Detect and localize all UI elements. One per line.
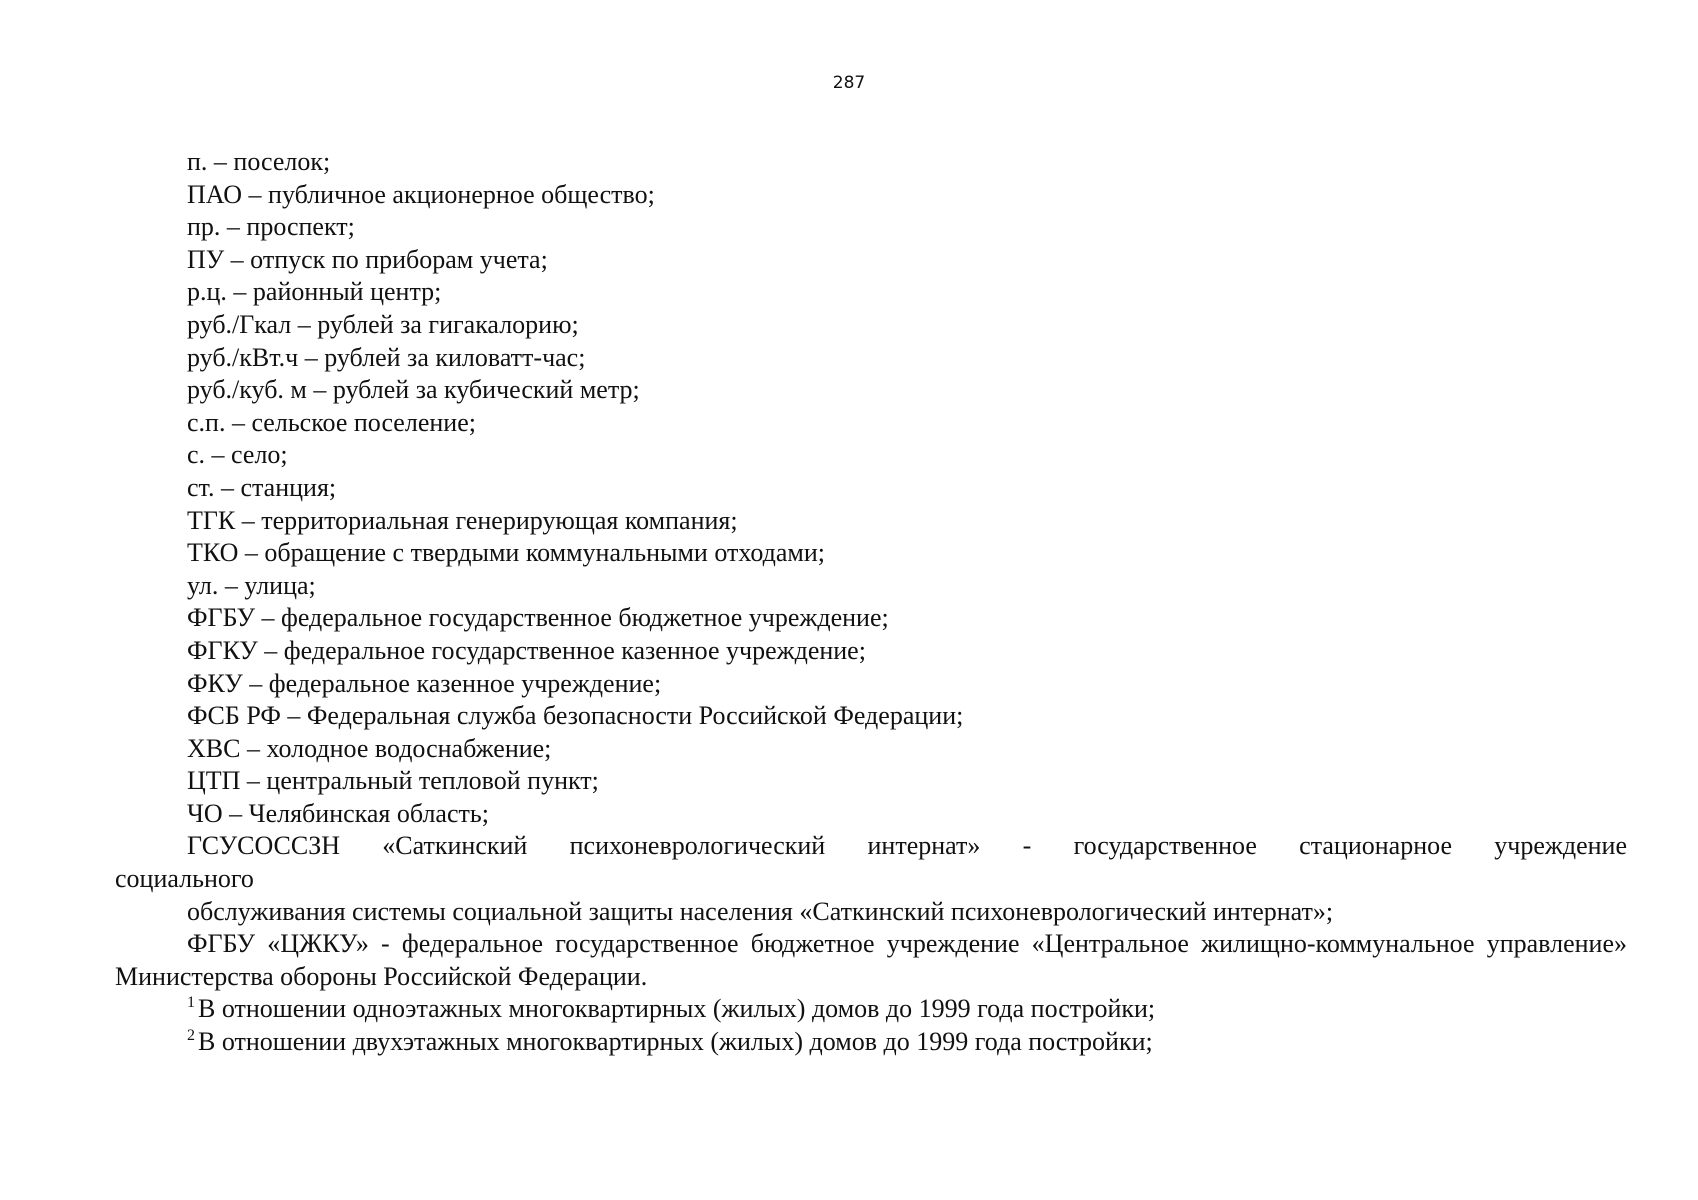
abbreviation-item: ЦТП – центральный тепловой пункт; xyxy=(187,766,599,796)
page-number: 287 xyxy=(832,73,866,93)
abbreviation-item: руб./Гкал – рублей за гигакалорию; xyxy=(187,309,579,339)
abbreviation-item: ФГБУ – федеральное государственное бюджетное учреждение; xyxy=(187,603,889,633)
fgbu-zhku-paragraph: ФГБУ «ЦЖКУ» - федеральное государственное бюджетное учреждение «Центральное жилищно-коммунальное управление» Министерства обороны Российской Федерации. xyxy=(115,929,1627,991)
footnote-mark: 1 xyxy=(187,994,195,1012)
abbreviation-item: р.ц. – районный центр; xyxy=(187,277,442,307)
gsusosszn-first-line: ГСУСОССЗН «Саткинский психоневрологический интернат» - государственное стационарное учреждение xyxy=(187,831,1627,861)
abbreviation-item: руб./куб. м – рублей за кубический метр; xyxy=(187,375,640,405)
abbreviation-item: руб./кВт.ч – рублей за киловатт-час; xyxy=(187,342,586,372)
footnote-text: В отношении двухэтажных многоквартирных (жилых) домов до 1999 года постройки; xyxy=(198,1027,1153,1057)
footnote xyxy=(115,993,1627,1026)
abbreviation-item: ТКО – обращение с твердыми коммунальными отходами; xyxy=(187,538,825,568)
abbreviation-item: ул. – улица; xyxy=(187,570,316,600)
gsusosszn-wrap-line: социального xyxy=(115,864,254,894)
abbreviation-item: ТГК – территориальная генерирующая компания; xyxy=(187,505,738,535)
abbreviation-item: ЧО – Челябинская область; xyxy=(187,798,489,828)
abbreviation-item: ФСБ РФ – Федеральная служба безопасности Российской Федерации; xyxy=(187,701,964,731)
abbreviation-item: с.п. – сельское поселение; xyxy=(187,407,476,437)
footnote-text: В отношении одноэтажных многоквартирных (жилых) домов до 1999 года постройки; xyxy=(198,994,1156,1024)
abbreviation-item: ПАО – публичное акционерное общество; xyxy=(187,179,655,209)
footnotes xyxy=(115,993,1627,1058)
abbreviation-list xyxy=(115,146,1627,830)
abbreviation-item: ФГКУ – федеральное государственное казенное учреждение; xyxy=(187,635,866,665)
footnote xyxy=(115,1026,1627,1059)
abbreviation-item: п. – поселок; xyxy=(187,147,331,176)
gsusosszn-second-line: обслуживания системы социальной защиты населения «Саткинский психоневрологический интернат»; xyxy=(187,896,1334,926)
abbreviation-item: ст. – станция; xyxy=(187,472,337,502)
abbreviation-item: ФКУ – федеральное казенное учреждение; xyxy=(187,668,662,698)
abbreviation-item: с. – село; xyxy=(187,440,288,470)
abbreviation-item: пр. – проспект; xyxy=(187,212,355,242)
gsusosszn-paragraph xyxy=(115,830,1627,928)
document-body xyxy=(115,146,1627,1059)
abbreviation-item: ПУ – отпуск по приборам учета; xyxy=(187,244,548,274)
abbreviation-item: ХВС – холодное водоснабжение; xyxy=(187,733,552,763)
footnote-mark: 2 xyxy=(187,1027,195,1045)
